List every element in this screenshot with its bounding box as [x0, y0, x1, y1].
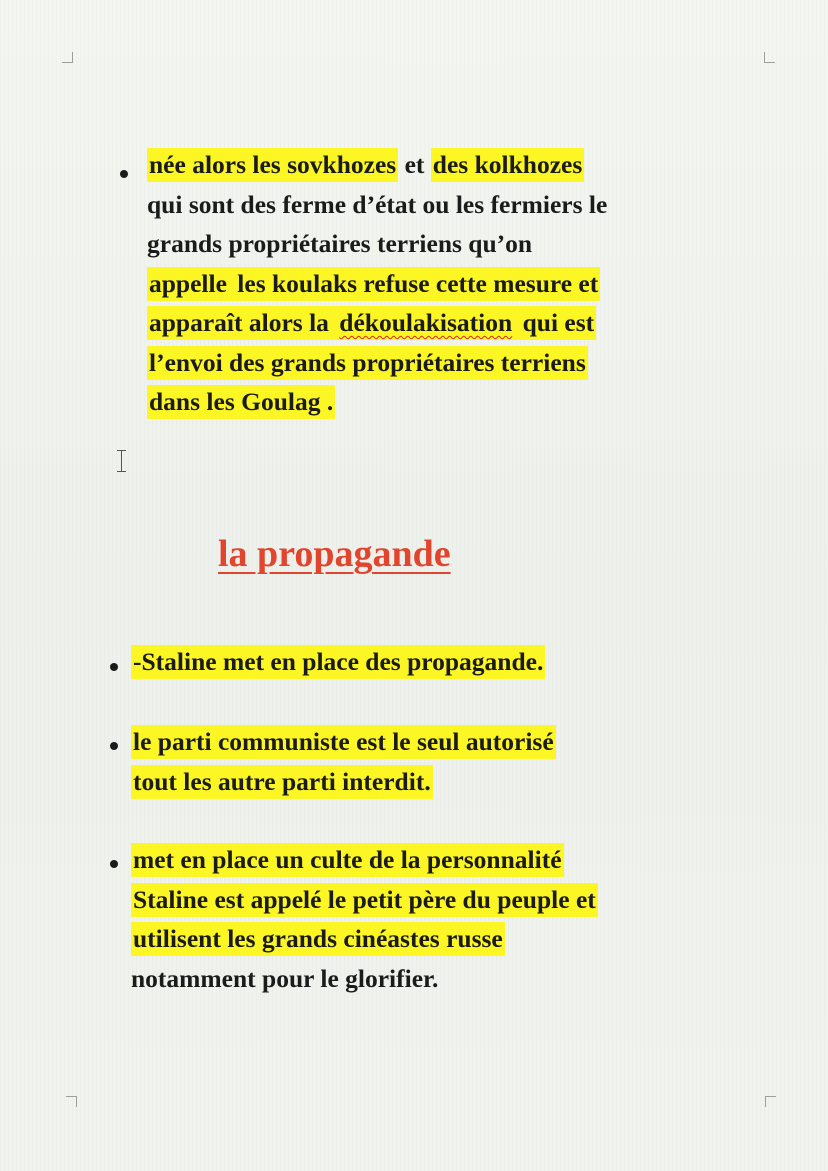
bullet-dot-icon [110, 663, 118, 671]
section-heading[interactable]: la propagande [218, 533, 451, 575]
paragraph-line [147, 343, 607, 383]
paragraph-line [147, 224, 607, 264]
margin-corner-bottom-left [66, 1096, 77, 1107]
plain-text: et [398, 150, 431, 179]
highlighted-text: les koulaks refuse cette mesure et [229, 267, 600, 301]
paragraph-line [131, 880, 598, 920]
highlighted-text: Staline est appelé le petit père du peuple et [131, 883, 598, 917]
highlighted-text: tout les autre parti interdit. [131, 765, 433, 799]
paragraph-line [147, 264, 607, 304]
highlighted-text: le parti communiste est le seul autorisé [131, 725, 556, 759]
plain-text: notamment pour le glorifier. [131, 963, 439, 993]
bullet-item-personality-cult[interactable] [131, 840, 598, 998]
bullet-dot-icon [110, 860, 118, 868]
bullet-item-single-party[interactable] [131, 722, 556, 801]
paragraph-line [147, 185, 607, 225]
paragraph-line [147, 303, 607, 343]
highlighted-text: appelle [147, 267, 229, 301]
highlighted-text: des kolkhozes [431, 148, 585, 182]
highlighted-text: née alors les sovkhozes [147, 148, 398, 182]
paragraph-line [147, 382, 607, 422]
bullet-dot-icon [120, 170, 128, 178]
paragraph-line [147, 145, 607, 185]
spellcheck-flagged-word[interactable]: dékoulakisation [337, 306, 514, 340]
bullet-dot-icon [110, 742, 118, 750]
margin-corner-bottom-right [765, 1096, 776, 1107]
highlighted-text: qui est [514, 306, 596, 340]
paragraph-line [131, 959, 598, 999]
highlighted-text: utilisent les grands cinéastes russe [131, 922, 505, 956]
plain-text: grands propriétaires terriens qu’on [147, 229, 533, 258]
highlighted-text: apparaît alors la [147, 306, 337, 340]
collectivization-paragraph[interactable] [147, 145, 607, 422]
highlighted-text: dans les Goulag . [147, 385, 335, 419]
bullet-item-propaganda[interactable] [131, 642, 545, 682]
margin-corner-top-right [764, 52, 775, 63]
paragraph-line [131, 642, 545, 682]
paragraph-line [131, 762, 556, 802]
paragraph-line [131, 722, 556, 762]
paragraph-line [131, 919, 598, 959]
plain-text: qui sont des ferme d’état ou les fermiers le [147, 189, 608, 219]
margin-corner-top-left [62, 52, 73, 63]
highlighted-text: met en place un culte de la personnalité [131, 843, 564, 877]
highlighted-text: -Staline met en place des propagande. [131, 645, 545, 679]
paragraph-line [131, 840, 598, 880]
text-cursor-icon [116, 448, 126, 474]
highlighted-text: l’envoi des grands propriétaires terriens [147, 346, 588, 380]
